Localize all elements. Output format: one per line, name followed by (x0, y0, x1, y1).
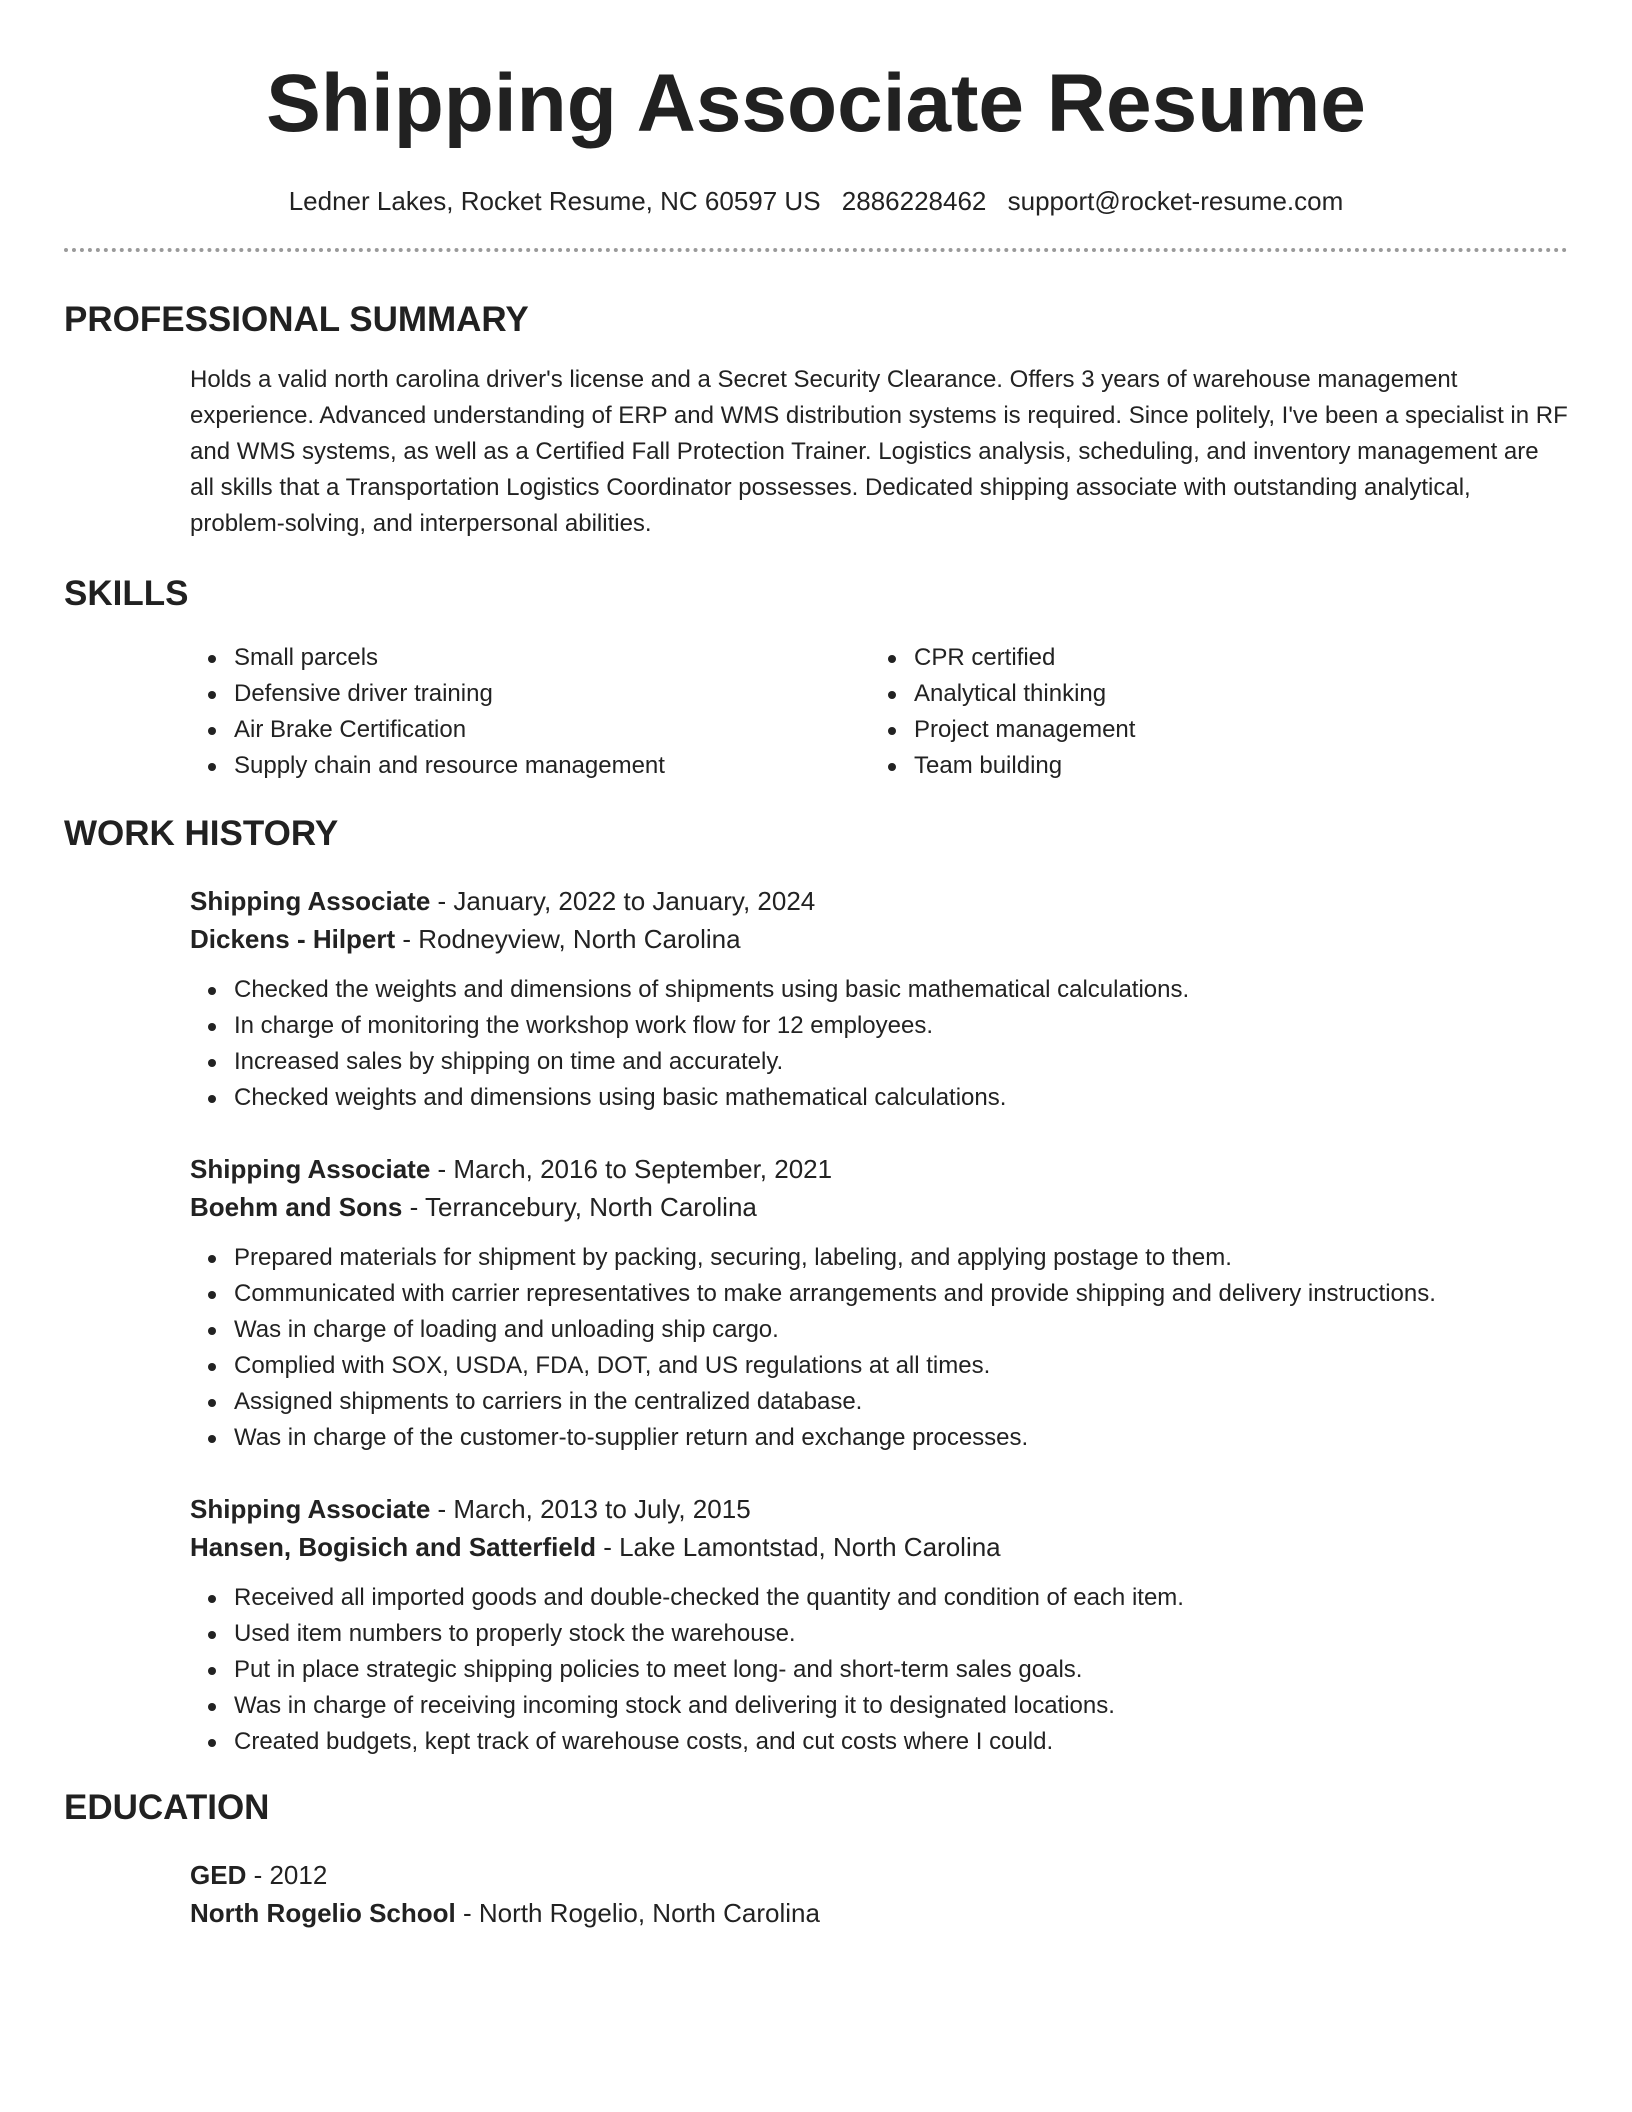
resume-page (64, 0, 1568, 1932)
education-location: - North Rogelio, North Carolina (455, 1898, 820, 1928)
skill-item: Small parcels (190, 640, 870, 676)
job-bullet: Assigned shipments to carriers in the centralized database. (190, 1384, 1568, 1420)
job-bullet: Received all imported goods and double-checked the quantity and condition of each item. (190, 1580, 1568, 1616)
job-bullet: Checked the weights and dimensions of shipments using basic mathematical calculations. (190, 972, 1568, 1008)
skill-item: Team building (870, 748, 1550, 784)
skill-item: Analytical thinking (870, 676, 1550, 712)
work-history-heading: WORK HISTORY (64, 814, 339, 853)
job-bullet: Prepared materials for shipment by packing, securing, labeling, and applying postage to them. (190, 1240, 1568, 1276)
education-year: - 2012 (246, 1860, 328, 1890)
education-school: North Rogelio School (190, 1898, 456, 1928)
skill-item: Air Brake Certification (190, 712, 870, 748)
job-entry (190, 882, 1568, 1116)
contact-line (64, 184, 1568, 218)
skill-item: CPR certified (870, 640, 1550, 676)
education-school-line (190, 1894, 1568, 1932)
education-degree: GED (190, 1860, 247, 1890)
job-title-line (190, 1150, 1568, 1188)
job-dates: - January, 2022 to January, 2024 (430, 886, 816, 916)
education-section (190, 1856, 1568, 1932)
job-bullet: In charge of monitoring the workshop work flow for 12 employees. (190, 1008, 1568, 1044)
job-title: Shipping Associate (190, 1494, 431, 1524)
job-bullet: Was in charge of receiving incoming stock and delivering it to designated locations. (190, 1688, 1568, 1724)
job-bullet: Was in charge of the customer-to-supplier return and exchange processes. (190, 1420, 1568, 1456)
education-heading: EDUCATION (64, 1788, 270, 1827)
job-title: Shipping Associate (190, 1154, 431, 1184)
job-company: Boehm and Sons (190, 1192, 403, 1222)
summary-heading: PROFESSIONAL SUMMARY (64, 300, 529, 339)
contact-phone: 2886228462 (841, 186, 987, 216)
job-bullet: Communicated with carrier representatives to make arrangements and provide shipping and delivery instructions. (190, 1276, 1568, 1312)
skills-section (190, 640, 1568, 784)
job-bullet: Used item numbers to properly stock the warehouse. (190, 1616, 1568, 1652)
contact-address: Ledner Lakes, Rocket Resume, NC 60597 US (288, 186, 821, 216)
job-title-line (190, 1490, 1568, 1528)
job-company: Hansen, Bogisich and Satterfield (190, 1532, 596, 1562)
header-divider (64, 248, 1568, 252)
job-company-line (190, 1188, 1568, 1226)
job-title: Shipping Associate (190, 886, 431, 916)
work-history-section (190, 882, 1568, 1760)
skill-item: Defensive driver training (190, 676, 870, 712)
skill-item: Supply chain and resource management (190, 748, 870, 784)
job-bullet: Put in place strategic shipping policies to meet long- and short-term sales goals. (190, 1652, 1568, 1688)
job-bullet: Complied with SOX, USDA, FDA, DOT, and US regulations at all times. (190, 1348, 1568, 1384)
contact-email: support@rocket-resume.com (1007, 186, 1344, 216)
job-bullet: Increased sales by shipping on time and accurately. (190, 1044, 1568, 1080)
job-bullet: Was in charge of loading and unloading ship cargo. (190, 1312, 1568, 1348)
job-location: - Lake Lamontstad, North Carolina (595, 1532, 1001, 1562)
job-bullet: Checked weights and dimensions using basic mathematical calculations. (190, 1080, 1568, 1116)
summary-text: Holds a valid north carolina driver's license and a Secret Security Clearance. Offers 3 years of warehouse management experience. Advanced understanding of ERP and WMS distribution systems is required. Since politely, I've been a specialist in RF and WMS systems, as well as a Certified Fall Protection Trainer. Logistics analysis, scheduling, and inventory management are all skills that a Transportation Logistics Coordinator possesses. Dedicated shipping associate with outstanding analytical, problem-solving, and interpersonal abilities. (190, 366, 1568, 537)
job-dates: - March, 2016 to September, 2021 (430, 1154, 833, 1184)
summary-section (190, 362, 1568, 542)
job-company: Dickens - Hilpert (190, 924, 396, 954)
education-degree-line (190, 1856, 1568, 1894)
resume-title: Shipping Associate Resume (266, 58, 1366, 149)
job-entry (190, 1490, 1568, 1760)
job-company-line (190, 920, 1568, 958)
job-company-line (190, 1528, 1568, 1566)
skills-column-right (870, 640, 1550, 784)
job-title-line (190, 882, 1568, 920)
skills-heading: SKILLS (64, 574, 189, 613)
job-location: - Rodneyview, North Carolina (395, 924, 741, 954)
job-bullet: Created budgets, kept track of warehouse costs, and cut costs where I could. (190, 1724, 1568, 1760)
job-entry (190, 1150, 1568, 1456)
skills-column-left (190, 640, 870, 784)
job-location: - Terrancebury, North Carolina (402, 1192, 757, 1222)
job-dates: - March, 2013 to July, 2015 (430, 1494, 751, 1524)
skill-item: Project management (870, 712, 1550, 748)
